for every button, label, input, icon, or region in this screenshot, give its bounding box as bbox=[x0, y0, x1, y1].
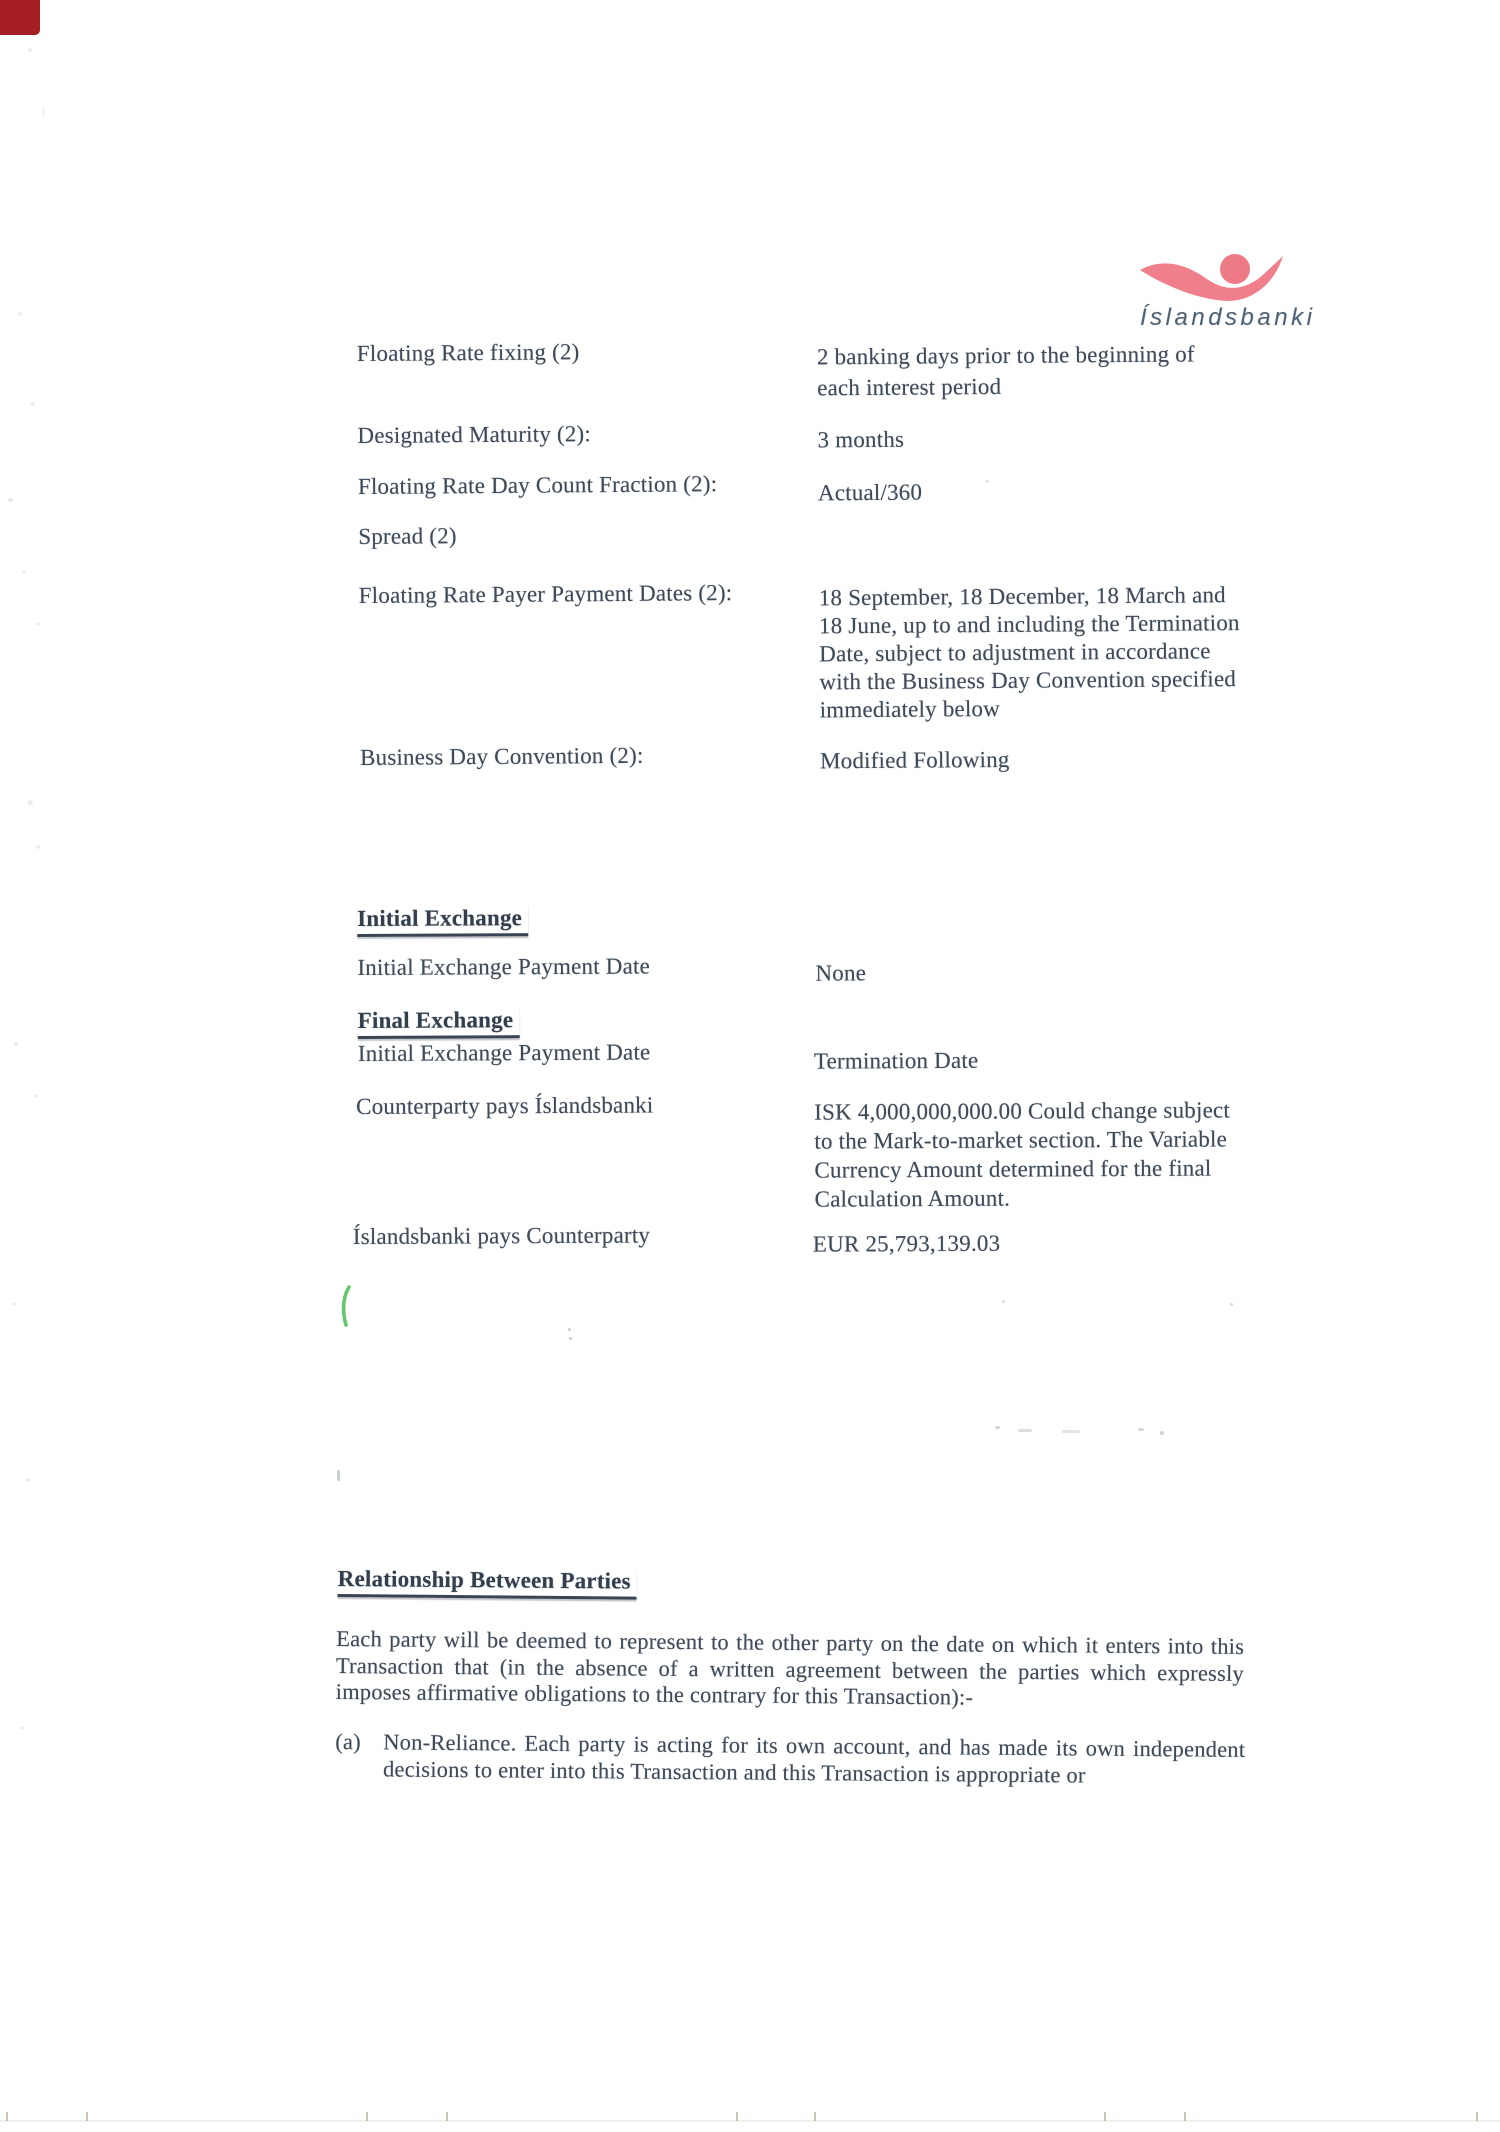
scan-edge-tick bbox=[86, 2112, 88, 2121]
relationship-intro-paragraph: Each party will be deemed to represent to the other party on the date on which it enters into this Transaction that (in the absence of a written agreement between the parties which expressly imposes affirmative obligations to the contrary for this Transaction):- bbox=[335, 1626, 1245, 1710]
counterparty-pays-label: Counterparty pays Íslandsbanki bbox=[356, 1092, 654, 1120]
term-value-designated-maturity: 3 months bbox=[817, 426, 905, 453]
scan-edge-tick bbox=[1476, 2112, 1478, 2121]
final-exchange-payment-date-value: Termination Date bbox=[813, 1047, 979, 1074]
term-value-floating-rate-fixing: 2 banking days prior to the beginning of each interest period bbox=[816, 341, 1195, 401]
initial-exchange-heading: Initial Exchange bbox=[357, 905, 528, 937]
scan-edge-tick bbox=[1104, 2112, 1106, 2121]
scan-edge-tick bbox=[446, 2112, 448, 2121]
term-label-day-count-fraction: Floating Rate Day Count Fraction (2): bbox=[357, 471, 718, 500]
term-value-business-day-convention: Modified Following bbox=[819, 746, 1010, 774]
final-exchange-payment-date-label: Initial Exchange Payment Date bbox=[357, 1039, 651, 1067]
term-label-payer-payment-dates: Floating Rate Payer Payment Dates (2): bbox=[358, 580, 733, 608]
clause-a-marker: (a) bbox=[335, 1728, 361, 1755]
scan-edge-tick bbox=[814, 2112, 816, 2121]
relationship-heading: Relationship Between Parties bbox=[338, 1566, 637, 1600]
clause-a-text: Non-Reliance. Each party is acting for its own account, and has made its own independent decisions to enter into this Transaction and this Transaction is appropriate or bbox=[382, 1729, 1246, 1788]
islandsbanki-wordmark: Íslandsbanki bbox=[1140, 304, 1316, 331]
final-exchange-heading: Final Exchange bbox=[358, 1007, 520, 1039]
initial-exchange-payment-date-value: None bbox=[815, 960, 867, 986]
scan-edge-tick bbox=[6, 2112, 8, 2121]
term-label-spread: Spread (2) bbox=[358, 523, 457, 549]
counterparty-pays-value: ISK 4,000,000,000.00 Could change subject to the Mark-to-market section. The Variable Currency Amount determined for the final Calculation Amount. bbox=[814, 1097, 1230, 1212]
initial-exchange-payment-date-label: Initial Exchange Payment Date bbox=[357, 953, 651, 981]
term-value-payer-payment-dates: 18 September, 18 December, 18 March and 18 June, up to and including the Termination Date, subject to adjustment in accordance with the Business Day Convention specified immediately below bbox=[818, 582, 1240, 723]
scan-edge-tick bbox=[736, 2112, 738, 2121]
scan-edge-tick bbox=[366, 2112, 368, 2121]
scan-edge-tick bbox=[1184, 2112, 1186, 2121]
term-label-business-day-convention: Business Day Convention (2): bbox=[359, 742, 644, 770]
clause-a bbox=[335, 1729, 1245, 1790]
islandsbanki-pays-label: Íslandsbanki pays Counterparty bbox=[352, 1222, 651, 1250]
term-value-day-count-fraction: Actual/360 bbox=[817, 479, 923, 506]
term-label-floating-rate-fixing: Floating Rate fixing (2) bbox=[356, 339, 580, 367]
term-label-designated-maturity: Designated Maturity (2): bbox=[357, 421, 592, 449]
islandsbanki-pays-value: EUR 25,793,139.03 bbox=[812, 1230, 1001, 1257]
